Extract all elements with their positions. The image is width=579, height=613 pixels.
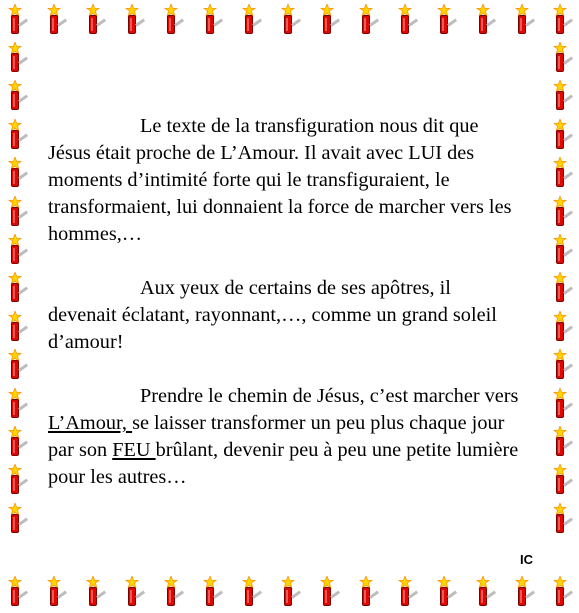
- firecracker-icon: [8, 80, 22, 112]
- firecracker-icon: [86, 4, 100, 36]
- firecracker-icon: [8, 272, 22, 304]
- signature-initials: IC: [520, 552, 533, 567]
- firecracker-icon: [8, 42, 22, 74]
- paragraph-1-text: [48, 113, 524, 248]
- firecracker-icon: [476, 576, 490, 608]
- firecracker-icon: [203, 576, 217, 608]
- firecracker-icon: [437, 576, 451, 608]
- firecracker-icon: [8, 388, 22, 420]
- firecracker-icon: [476, 4, 490, 36]
- firecracker-icon: [242, 576, 256, 608]
- paragraph-3-segment-1: Prendre le chemin de Jésus, c’est marcher vers: [140, 385, 519, 407]
- firecracker-icon: [8, 503, 22, 535]
- firecracker-icon: [359, 576, 373, 608]
- paragraph-3: [48, 383, 524, 491]
- firecracker-icon: [398, 576, 412, 608]
- firecracker-icon: [515, 4, 529, 36]
- firecracker-icon: [125, 4, 139, 36]
- firecracker-icon: [8, 426, 22, 458]
- firecracker-icon: [320, 576, 334, 608]
- firecracker-icon: [164, 4, 178, 36]
- firecracker-icon: [553, 234, 567, 266]
- firecracker-icon: [553, 311, 567, 343]
- paragraph-3-text: [48, 383, 524, 491]
- paragraph-2-segment-1: Aux yeux de certains de ses apôtres, il devenait éclatant, rayonnant,…, comme un grand soleil d’amour!: [48, 277, 497, 353]
- firecracker-icon: [553, 576, 567, 608]
- firecracker-icon: [398, 4, 412, 36]
- underlined-feu: FEU: [112, 439, 156, 461]
- firecracker-icon: [8, 196, 22, 228]
- firecracker-icon: [203, 4, 217, 36]
- firecracker-icon: [8, 4, 22, 36]
- firecracker-icon: [47, 4, 61, 36]
- paragraph-2-text: [48, 275, 524, 356]
- firecracker-icon: [86, 576, 100, 608]
- firecracker-icon: [47, 576, 61, 608]
- firecracker-icon: [8, 464, 22, 496]
- firecracker-icon: [553, 157, 567, 189]
- firecracker-icon: [553, 349, 567, 381]
- paragraph-1: [48, 113, 524, 248]
- firecracker-icon: [242, 4, 256, 36]
- firecracker-icon: [553, 503, 567, 535]
- firecracker-icon: [8, 576, 22, 608]
- paragraph-2: [48, 275, 524, 356]
- firecracker-icon: [553, 119, 567, 151]
- firecracker-icon: [553, 196, 567, 228]
- firecracker-icon: [553, 4, 567, 36]
- firecracker-icon: [320, 4, 334, 36]
- firecracker-icon: [8, 157, 22, 189]
- firecracker-icon: [553, 272, 567, 304]
- firecracker-icon: [8, 119, 22, 151]
- firecracker-icon: [164, 576, 178, 608]
- firecracker-icon: [515, 576, 529, 608]
- firecracker-icon: [8, 234, 22, 266]
- firecracker-icon: [553, 42, 567, 74]
- firecracker-icon: [553, 426, 567, 458]
- firecracker-icon: [553, 80, 567, 112]
- firecracker-icon: [437, 4, 451, 36]
- paragraph-3-segment-3: se laisser transformer un peu plus chaque jour par son: [48, 412, 505, 461]
- firecracker-icon: [553, 464, 567, 496]
- firecracker-icon: [553, 388, 567, 420]
- paragraph-1-segment-1: Le texte de la transfiguration nous dit que Jésus était proche de L’Amour. Il avait avec LUI des moments d’intimité forte qui le transfiguraient, le transformaient, lui donnaient la force de marcher vers les hommes,…: [48, 115, 512, 245]
- underlined-lamour: L’Amour,: [48, 412, 133, 434]
- text-body: [48, 113, 524, 518]
- paragraph-3-segment-5: brûlant, devenir peu à peu une petite lumière pour les autres…: [48, 439, 519, 488]
- firecracker-icon: [281, 576, 295, 608]
- firecracker-icon: [125, 576, 139, 608]
- firecracker-icon: [359, 4, 373, 36]
- firecracker-icon: [8, 311, 22, 343]
- firecracker-icon: [281, 4, 295, 36]
- firecracker-icon: [8, 349, 22, 381]
